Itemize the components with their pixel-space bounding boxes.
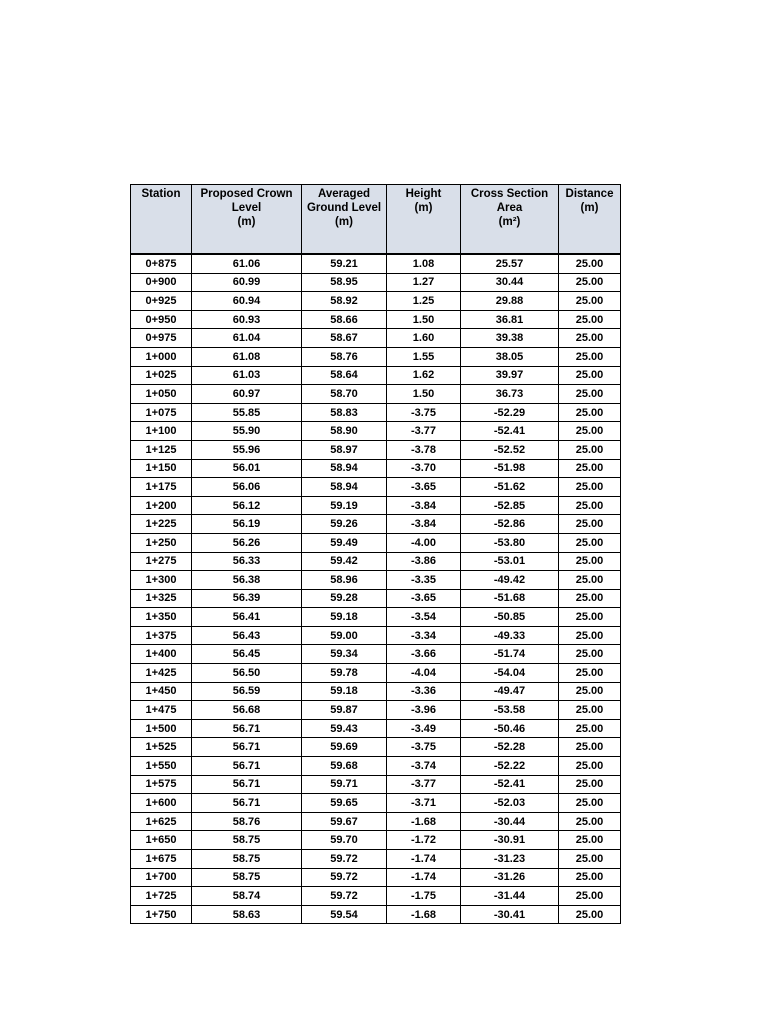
- header-label-line: (m): [580, 202, 599, 214]
- cross-section-area-header: [461, 185, 559, 255]
- cross-section-area-cell: -50.46: [461, 719, 559, 738]
- height-cell: -3.75: [387, 403, 461, 422]
- table-row: [131, 347, 621, 366]
- proposed-crown-level-cell: 58.75: [192, 850, 302, 869]
- header-label-line: Ground Level: [306, 202, 382, 214]
- proposed-crown-level-cell: 56.39: [192, 589, 302, 608]
- header-label-line: Averaged: [318, 188, 370, 200]
- height-cell: -3.49: [387, 719, 461, 738]
- proposed-crown-level-cell: 56.71: [192, 794, 302, 813]
- height-cell: -3.54: [387, 608, 461, 627]
- table-row: [131, 292, 621, 311]
- header-label-line: Proposed Crown: [200, 188, 293, 200]
- cross-section-area-cell: -52.28: [461, 738, 559, 757]
- height-cell: -3.35: [387, 571, 461, 590]
- distance-header: [559, 185, 621, 255]
- table-row: [131, 552, 621, 571]
- distance-cell: 25.00: [559, 757, 621, 776]
- averaged-ground-level-cell: 59.65: [302, 794, 387, 813]
- table-row: [131, 608, 621, 627]
- header-label-line: (m): [414, 202, 433, 214]
- height-cell: -1.68: [387, 812, 461, 831]
- averaged-ground-level-cell: 58.67: [302, 329, 387, 348]
- header-label-line: (m): [335, 216, 353, 228]
- table-row: [131, 682, 621, 701]
- station-cell: 0+900: [131, 273, 192, 292]
- station-cell: 1+475: [131, 701, 192, 720]
- table-row: [131, 719, 621, 738]
- height-cell: 1.60: [387, 329, 461, 348]
- table-row: [131, 850, 621, 869]
- cross-section-area-cell: 36.81: [461, 310, 559, 329]
- station-cell: 1+575: [131, 775, 192, 794]
- averaged-ground-level-cell: 59.19: [302, 496, 387, 515]
- proposed-crown-level-cell: 56.26: [192, 533, 302, 552]
- height-cell: -1.72: [387, 831, 461, 850]
- station-cell: 1+350: [131, 608, 192, 627]
- averaged-ground-level-cell: 59.26: [302, 515, 387, 534]
- cross-section-area-cell: -53.80: [461, 533, 559, 552]
- distance-cell: 25.00: [559, 292, 621, 311]
- distance-cell: 25.00: [559, 533, 621, 552]
- averaged-ground-level-cell: 59.70: [302, 831, 387, 850]
- table-header: [131, 185, 621, 255]
- distance-cell: 25.00: [559, 552, 621, 571]
- table-row: [131, 496, 621, 515]
- cross-section-area-cell: 38.05: [461, 347, 559, 366]
- averaged-ground-level-cell: 58.83: [302, 403, 387, 422]
- cross-section-area-cell: -30.41: [461, 905, 559, 924]
- distance-cell: 25.00: [559, 831, 621, 850]
- table-row: [131, 440, 621, 459]
- cross-section-area-cell: -49.33: [461, 626, 559, 645]
- averaged-ground-level-cell: 58.94: [302, 459, 387, 478]
- header-label-line: Height: [405, 188, 442, 200]
- averaged-ground-level-header: [302, 185, 387, 255]
- distance-cell: 25.00: [559, 385, 621, 404]
- cross-section-area-cell: -30.91: [461, 831, 559, 850]
- proposed-crown-level-cell: 58.63: [192, 905, 302, 924]
- station-cell: 1+025: [131, 366, 192, 385]
- averaged-ground-level-cell: 58.70: [302, 385, 387, 404]
- distance-cell: 25.00: [559, 571, 621, 590]
- distance-cell: 25.00: [559, 868, 621, 887]
- averaged-ground-level-cell: 59.18: [302, 682, 387, 701]
- height-cell: 1.25: [387, 292, 461, 311]
- header-row: [131, 185, 621, 255]
- table-row: [131, 478, 621, 497]
- cross-section-area-cell: -51.62: [461, 478, 559, 497]
- height-cell: 1.62: [387, 366, 461, 385]
- height-cell: -1.75: [387, 887, 461, 906]
- table-row: [131, 254, 621, 273]
- averaged-ground-level-cell: 59.49: [302, 533, 387, 552]
- proposed-crown-level-cell: 55.96: [192, 440, 302, 459]
- distance-cell: 25.00: [559, 905, 621, 924]
- distance-cell: 25.00: [559, 664, 621, 683]
- proposed-crown-level-header: [192, 185, 302, 255]
- station-cell: 1+050: [131, 385, 192, 404]
- proposed-crown-level-cell: 58.76: [192, 812, 302, 831]
- proposed-crown-level-cell: 56.33: [192, 552, 302, 571]
- distance-cell: 25.00: [559, 478, 621, 497]
- table-row: [131, 459, 621, 478]
- station-cell: 1+175: [131, 478, 192, 497]
- proposed-crown-level-cell: 56.71: [192, 775, 302, 794]
- station-cell: 1+325: [131, 589, 192, 608]
- distance-cell: 25.00: [559, 273, 621, 292]
- cross-section-area-cell: -52.52: [461, 440, 559, 459]
- height-cell: -3.36: [387, 682, 461, 701]
- height-cell: -3.74: [387, 757, 461, 776]
- station-cell: 1+700: [131, 868, 192, 887]
- proposed-crown-level-cell: 55.90: [192, 422, 302, 441]
- averaged-ground-level-cell: 59.42: [302, 552, 387, 571]
- averaged-ground-level-cell: 58.97: [302, 440, 387, 459]
- station-cell: 0+975: [131, 329, 192, 348]
- proposed-crown-level-cell: 61.06: [192, 254, 302, 273]
- distance-cell: 25.00: [559, 887, 621, 906]
- distance-cell: 25.00: [559, 589, 621, 608]
- proposed-crown-level-cell: 56.71: [192, 738, 302, 757]
- table-row: [131, 515, 621, 534]
- proposed-crown-level-cell: 60.97: [192, 385, 302, 404]
- table-row: [131, 310, 621, 329]
- cross-section-area-cell: 39.38: [461, 329, 559, 348]
- station-cell: 0+875: [131, 254, 192, 273]
- averaged-ground-level-cell: 59.00: [302, 626, 387, 645]
- height-cell: -3.65: [387, 478, 461, 497]
- header-label-line: Distance: [565, 188, 614, 200]
- proposed-crown-level-cell: 56.12: [192, 496, 302, 515]
- proposed-crown-level-cell: 56.68: [192, 701, 302, 720]
- distance-cell: 25.00: [559, 422, 621, 441]
- table-row: [131, 887, 621, 906]
- distance-cell: 25.00: [559, 794, 621, 813]
- table-row: [131, 812, 621, 831]
- height-cell: -3.77: [387, 775, 461, 794]
- header-label-line: Level: [231, 202, 262, 214]
- station-cell: 1+250: [131, 533, 192, 552]
- table-row: [131, 533, 621, 552]
- proposed-crown-level-cell: 58.74: [192, 887, 302, 906]
- table-row: [131, 831, 621, 850]
- averaged-ground-level-cell: 59.67: [302, 812, 387, 831]
- table-row: [131, 738, 621, 757]
- proposed-crown-level-cell: 61.08: [192, 347, 302, 366]
- averaged-ground-level-cell: 58.90: [302, 422, 387, 441]
- cross-section-area-cell: -52.41: [461, 422, 559, 441]
- height-cell: -4.04: [387, 664, 461, 683]
- proposed-crown-level-cell: 56.19: [192, 515, 302, 534]
- table-row: [131, 571, 621, 590]
- station-cell: 1+450: [131, 682, 192, 701]
- distance-cell: 25.00: [559, 459, 621, 478]
- distance-cell: 25.00: [559, 608, 621, 627]
- averaged-ground-level-cell: 59.21: [302, 254, 387, 273]
- cross-section-area-cell: -49.47: [461, 682, 559, 701]
- distance-cell: 25.00: [559, 719, 621, 738]
- height-cell: 1.50: [387, 385, 461, 404]
- table-row: [131, 664, 621, 683]
- averaged-ground-level-cell: 58.64: [302, 366, 387, 385]
- table-row: [131, 329, 621, 348]
- station-cell: 1+275: [131, 552, 192, 571]
- station-cell: 1+675: [131, 850, 192, 869]
- station-cell: 0+950: [131, 310, 192, 329]
- height-cell: -3.96: [387, 701, 461, 720]
- earthwork-table: [130, 184, 621, 924]
- cross-section-area-cell: -31.23: [461, 850, 559, 869]
- cross-section-area-cell: -51.98: [461, 459, 559, 478]
- proposed-crown-level-cell: 61.03: [192, 366, 302, 385]
- proposed-crown-level-cell: 56.06: [192, 478, 302, 497]
- averaged-ground-level-cell: 59.72: [302, 850, 387, 869]
- header-label-line: Cross Section: [470, 188, 549, 200]
- height-cell: -3.84: [387, 496, 461, 515]
- cross-section-area-cell: -52.03: [461, 794, 559, 813]
- station-cell: 1+300: [131, 571, 192, 590]
- proposed-crown-level-cell: 56.50: [192, 664, 302, 683]
- station-cell: 1+375: [131, 626, 192, 645]
- proposed-crown-level-cell: 56.41: [192, 608, 302, 627]
- height-cell: -3.77: [387, 422, 461, 441]
- table-row: [131, 905, 621, 924]
- cross-section-area-cell: -31.44: [461, 887, 559, 906]
- averaged-ground-level-cell: 58.66: [302, 310, 387, 329]
- distance-cell: 25.00: [559, 645, 621, 664]
- station-cell: 1+100: [131, 422, 192, 441]
- station-cell: 1+225: [131, 515, 192, 534]
- proposed-crown-level-cell: 56.45: [192, 645, 302, 664]
- averaged-ground-level-cell: 59.69: [302, 738, 387, 757]
- proposed-crown-level-cell: 56.71: [192, 757, 302, 776]
- averaged-ground-level-cell: 59.68: [302, 757, 387, 776]
- table-row: [131, 794, 621, 813]
- station-cell: 1+425: [131, 664, 192, 683]
- averaged-ground-level-cell: 58.94: [302, 478, 387, 497]
- averaged-ground-level-cell: 58.95: [302, 273, 387, 292]
- cross-section-area-cell: -50.85: [461, 608, 559, 627]
- proposed-crown-level-cell: 60.93: [192, 310, 302, 329]
- cross-section-area-cell: -52.85: [461, 496, 559, 515]
- height-cell: -3.78: [387, 440, 461, 459]
- distance-cell: 25.00: [559, 701, 621, 720]
- height-cell: -1.68: [387, 905, 461, 924]
- height-cell: -3.86: [387, 552, 461, 571]
- height-cell: -3.70: [387, 459, 461, 478]
- averaged-ground-level-cell: 59.72: [302, 887, 387, 906]
- averaged-ground-level-cell: 59.78: [302, 664, 387, 683]
- distance-cell: 25.00: [559, 310, 621, 329]
- averaged-ground-level-cell: 59.34: [302, 645, 387, 664]
- averaged-ground-level-cell: 59.28: [302, 589, 387, 608]
- station-cell: 0+925: [131, 292, 192, 311]
- table-row: [131, 775, 621, 794]
- table-row: [131, 757, 621, 776]
- table-row: [131, 626, 621, 645]
- height-cell: -1.74: [387, 868, 461, 887]
- cross-section-area-cell: -49.42: [461, 571, 559, 590]
- proposed-crown-level-cell: 56.59: [192, 682, 302, 701]
- distance-cell: 25.00: [559, 440, 621, 459]
- station-cell: 1+150: [131, 459, 192, 478]
- averaged-ground-level-cell: 59.87: [302, 701, 387, 720]
- distance-cell: 25.00: [559, 496, 621, 515]
- cross-section-area-cell: -51.74: [461, 645, 559, 664]
- table-row: [131, 868, 621, 887]
- station-cell: 1+525: [131, 738, 192, 757]
- height-cell: 1.55: [387, 347, 461, 366]
- distance-cell: 25.00: [559, 626, 621, 645]
- table-row: [131, 403, 621, 422]
- height-cell: -3.75: [387, 738, 461, 757]
- cross-section-area-cell: -31.26: [461, 868, 559, 887]
- station-cell: 1+650: [131, 831, 192, 850]
- cross-section-area-cell: 30.44: [461, 273, 559, 292]
- cross-section-area-cell: -54.04: [461, 664, 559, 683]
- averaged-ground-level-cell: 58.96: [302, 571, 387, 590]
- proposed-crown-level-cell: 60.99: [192, 273, 302, 292]
- distance-cell: 25.00: [559, 850, 621, 869]
- cross-section-area-cell: 39.97: [461, 366, 559, 385]
- distance-cell: 25.00: [559, 347, 621, 366]
- header-label-line: Area: [496, 202, 523, 214]
- averaged-ground-level-cell: 58.76: [302, 347, 387, 366]
- station-cell: 1+400: [131, 645, 192, 664]
- cross-section-area-cell: -51.68: [461, 589, 559, 608]
- distance-cell: 25.00: [559, 329, 621, 348]
- cross-section-area-cell: -52.41: [461, 775, 559, 794]
- height-header: [387, 185, 461, 255]
- station-cell: 1+075: [131, 403, 192, 422]
- height-cell: -3.34: [387, 626, 461, 645]
- station-cell: 1+750: [131, 905, 192, 924]
- height-cell: -3.84: [387, 515, 461, 534]
- proposed-crown-level-cell: 58.75: [192, 831, 302, 850]
- distance-cell: 25.00: [559, 738, 621, 757]
- proposed-crown-level-cell: 60.94: [192, 292, 302, 311]
- proposed-crown-level-cell: 56.01: [192, 459, 302, 478]
- distance-cell: 25.00: [559, 682, 621, 701]
- height-cell: -3.66: [387, 645, 461, 664]
- header-label-line: (m²): [498, 216, 521, 228]
- table-row: [131, 589, 621, 608]
- table-body: [131, 254, 621, 924]
- station-cell: 1+725: [131, 887, 192, 906]
- proposed-crown-level-cell: 56.71: [192, 719, 302, 738]
- proposed-crown-level-cell: 61.04: [192, 329, 302, 348]
- station-cell: 1+500: [131, 719, 192, 738]
- height-cell: -3.65: [387, 589, 461, 608]
- proposed-crown-level-cell: 56.38: [192, 571, 302, 590]
- height-cell: -3.71: [387, 794, 461, 813]
- distance-cell: 25.00: [559, 254, 621, 273]
- height-cell: -1.74: [387, 850, 461, 869]
- height-cell: 1.08: [387, 254, 461, 273]
- proposed-crown-level-cell: 58.75: [192, 868, 302, 887]
- cross-section-area-cell: -53.58: [461, 701, 559, 720]
- distance-cell: 25.00: [559, 775, 621, 794]
- header-label-line: (m): [237, 216, 256, 228]
- averaged-ground-level-cell: 59.18: [302, 608, 387, 627]
- table-row: [131, 701, 621, 720]
- station-cell: 1+000: [131, 347, 192, 366]
- distance-cell: 25.00: [559, 366, 621, 385]
- averaged-ground-level-cell: 59.43: [302, 719, 387, 738]
- cross-section-area-cell: -52.29: [461, 403, 559, 422]
- table-row: [131, 273, 621, 292]
- station-cell: 1+550: [131, 757, 192, 776]
- station-cell: 1+625: [131, 812, 192, 831]
- proposed-crown-level-cell: 55.85: [192, 403, 302, 422]
- distance-cell: 25.00: [559, 403, 621, 422]
- cross-section-area-cell: -52.86: [461, 515, 559, 534]
- height-cell: -4.00: [387, 533, 461, 552]
- cross-section-area-cell: 29.88: [461, 292, 559, 311]
- station-cell: 1+200: [131, 496, 192, 515]
- distance-cell: 25.00: [559, 812, 621, 831]
- averaged-ground-level-cell: 58.92: [302, 292, 387, 311]
- distance-cell: 25.00: [559, 515, 621, 534]
- proposed-crown-level-cell: 56.43: [192, 626, 302, 645]
- station-cell: 1+125: [131, 440, 192, 459]
- height-cell: 1.27: [387, 273, 461, 292]
- cross-section-area-cell: 36.73: [461, 385, 559, 404]
- cross-section-area-cell: -30.44: [461, 812, 559, 831]
- averaged-ground-level-cell: 59.54: [302, 905, 387, 924]
- header-label-line: Station: [141, 188, 181, 200]
- averaged-ground-level-cell: 59.72: [302, 868, 387, 887]
- cross-section-area-cell: -53.01: [461, 552, 559, 571]
- table-row: [131, 385, 621, 404]
- averaged-ground-level-cell: 59.71: [302, 775, 387, 794]
- cross-section-area-cell: -52.22: [461, 757, 559, 776]
- table-row: [131, 645, 621, 664]
- station-cell: 1+600: [131, 794, 192, 813]
- cross-section-area-cell: 25.57: [461, 254, 559, 273]
- table-row: [131, 366, 621, 385]
- table-row: [131, 422, 621, 441]
- station-header: [131, 185, 192, 255]
- height-cell: 1.50: [387, 310, 461, 329]
